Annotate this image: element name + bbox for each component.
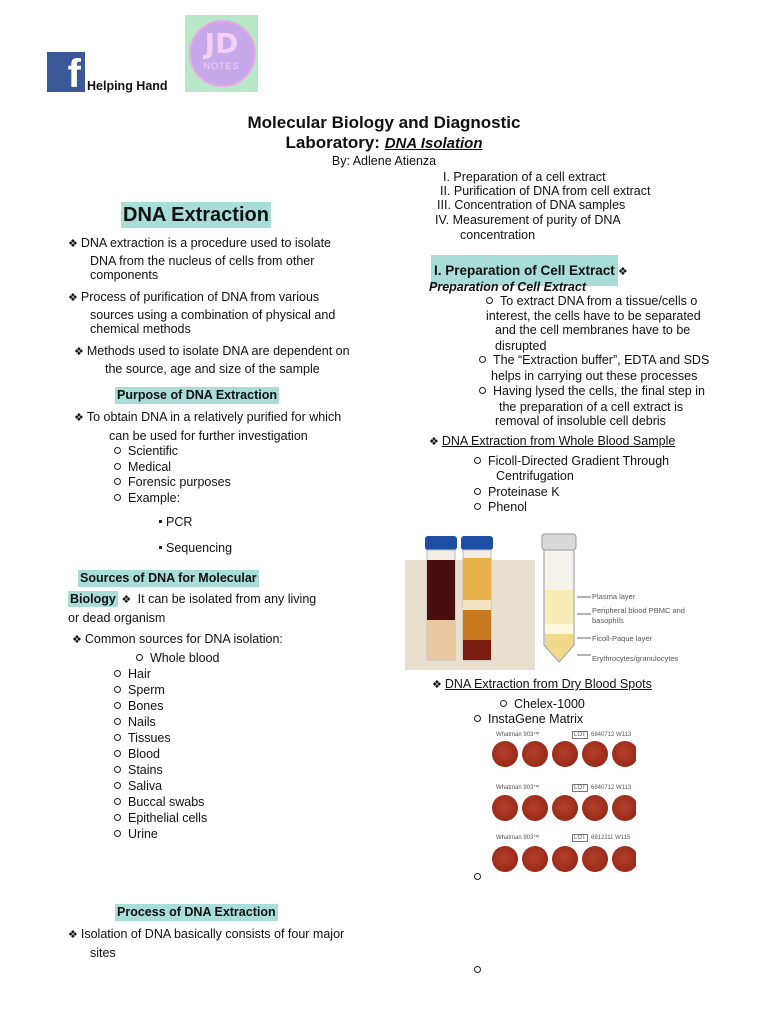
ficoll-tubes-figure [405,530,710,670]
process-bullet-line2: sites [90,946,116,960]
source-item: Tissues [114,731,171,746]
purpose-bullet: ❖ To obtain DNA in a relatively purified for which [74,410,342,424]
card-label: Whatman 903™ [496,732,540,738]
purpose-heading: Purpose of DNA Extraction [117,388,277,402]
whole-blood-heading: DNA Extraction from Whole Blood Sample [441,434,676,448]
prep-item-line: the preparation of a cell extract is [499,400,684,414]
step-2: II. Purification of DNA from cell extract [440,184,651,198]
source-item: Stains [114,763,163,778]
doc-title-line2 [0,133,768,153]
process-heading: Process of DNA Extraction [117,905,276,919]
common-sources: ❖ Common sources for DNA isolation: [72,632,283,646]
prep-item: Having lysed the cells, the final step in [479,384,705,399]
tube-label: Plasma layer [592,592,636,601]
dry-spot-item: InstaGene Matrix [474,712,583,727]
facebook-icon: f [47,52,85,92]
card-lot-number: 6840712 W113 [591,732,632,738]
whole-blood-heading-row: ❖ DNA Extraction from Whole Blood Sample [429,434,676,448]
process-bullet: ❖ Isolation of DNA basically consists of four major [68,927,345,941]
source-item: Epithelial cells [114,811,207,826]
purpose-item: Forensic purposes [114,475,231,490]
prep-item-line: interest, the cells have to be separated [486,309,701,323]
prep-item-line: disrupted [495,339,547,353]
step-4: IV. Measurement of purity of DNA [435,213,621,227]
source-item: Nails [114,715,156,730]
byline: By: Adlene Atienza [331,154,437,168]
example-item: Sequencing [159,541,232,556]
card-lot-number: 6912111 W115 [591,835,631,841]
dna-extraction-heading: DNA Extraction [123,204,269,226]
whole-blood-item: Ficoll-Directed Gradient Through [474,454,669,469]
source-item: Sperm [114,683,165,698]
dry-spot-heading-row: ❖ DNA Extraction from Dry Blood Spots [432,677,652,691]
card-label: Whatman 903™ [496,835,540,841]
sources-heading: Sources of DNA for Molecular [80,571,257,585]
source-item: Bones [114,699,163,714]
dry-spot-item: Chelex-1000 [500,697,585,712]
logo-text: JD [204,27,239,60]
purpose-item: Scientific [114,444,178,459]
bullet-2-line2: sources using a combination of physical and [90,308,336,322]
bullet-2: ❖ Process of purification of DNA from various [68,290,320,304]
card-lot: LOT [574,835,586,841]
bullet-2-line3: chemical methods [90,322,191,336]
tube-label: Peripheral blood PBMC and [592,606,685,615]
source-item: Hair [114,667,151,682]
tube-label: Ficoll-Paque layer [592,634,653,643]
purpose-item: Example: [114,491,180,506]
source-item: Whole blood [136,651,220,666]
jd-notes-logo [185,15,258,92]
ficoll-gradient-image [405,530,710,670]
source-item: Saliva [114,779,162,794]
prep-subheading: Preparation of Cell Extract [429,280,586,294]
prep-heading: I. Preparation of Cell Extract [431,255,618,286]
prep-item: To extract DNA from a tissue/cells o [486,294,697,309]
tube-label: Erythrocytes/granulocytes [592,654,679,663]
card-lot-number: 6840712 W113 [591,785,632,791]
source-item: Buccal swabs [114,795,204,810]
card-label: Whatman 903™ [496,785,540,791]
purpose-bullet-line2: can be used for further investigation [109,429,308,443]
whole-blood-item: Proteinase K [474,485,560,500]
bullet-3-line2: the source, age and size of the sample [105,362,320,376]
tube-label: basophils [592,616,624,625]
prep-item: The “Extraction buffer”, EDTA and SDS [479,353,709,368]
step-4-line2: concentration [460,228,536,242]
doc-title-line1: Molecular Biology and Diagnostic [247,113,521,132]
logo-subtext: NOTES [203,61,240,71]
whole-blood-item: Phenol [474,500,527,515]
purpose-item: Medical [114,460,171,475]
source-item: Urine [114,827,158,842]
empty-bullet [474,869,488,887]
step-3: III. Concentration of DNA samples [437,198,626,212]
whole-blood-item-line: Centrifugation [496,469,574,483]
title-emphasis: DNA Isolation [384,135,483,152]
bullet-3: ❖ Methods used to isolate DNA are dependent on [74,344,350,358]
empty-bullet [474,962,488,980]
prep-item-line: removal of insoluble cell debris [495,414,666,428]
sources-line: Biology ❖ It can be isolated from any living [70,592,317,606]
card-lot: LOT [574,732,586,738]
step-1: I. Preparation of a cell extract [443,170,606,184]
helping-hand-label: Helping Hand [87,79,168,93]
prep-heading-row: I. Preparation of Cell Extract ❖ [431,255,631,286]
bullet-1-line2: DNA from the nucleus of cells from other [90,254,315,268]
prep-item-line: helps in carrying out these processes [491,369,698,383]
prep-item-line: and the cell membranes have to be [495,323,691,337]
title-prefix: Laboratory: [285,133,385,152]
bullet-1: ❖ DNA extraction is a procedure used to isolate [68,236,332,250]
source-item: Blood [114,747,160,762]
sources-line2: or dead organism [68,611,166,625]
example-item: PCR [159,515,192,530]
bullet-1-line3: components [90,268,159,282]
dry-blood-spot-cards [490,729,636,875]
card-lot: LOT [574,785,586,791]
dry-spot-heading: DNA Extraction from Dry Blood Spots [444,677,652,691]
